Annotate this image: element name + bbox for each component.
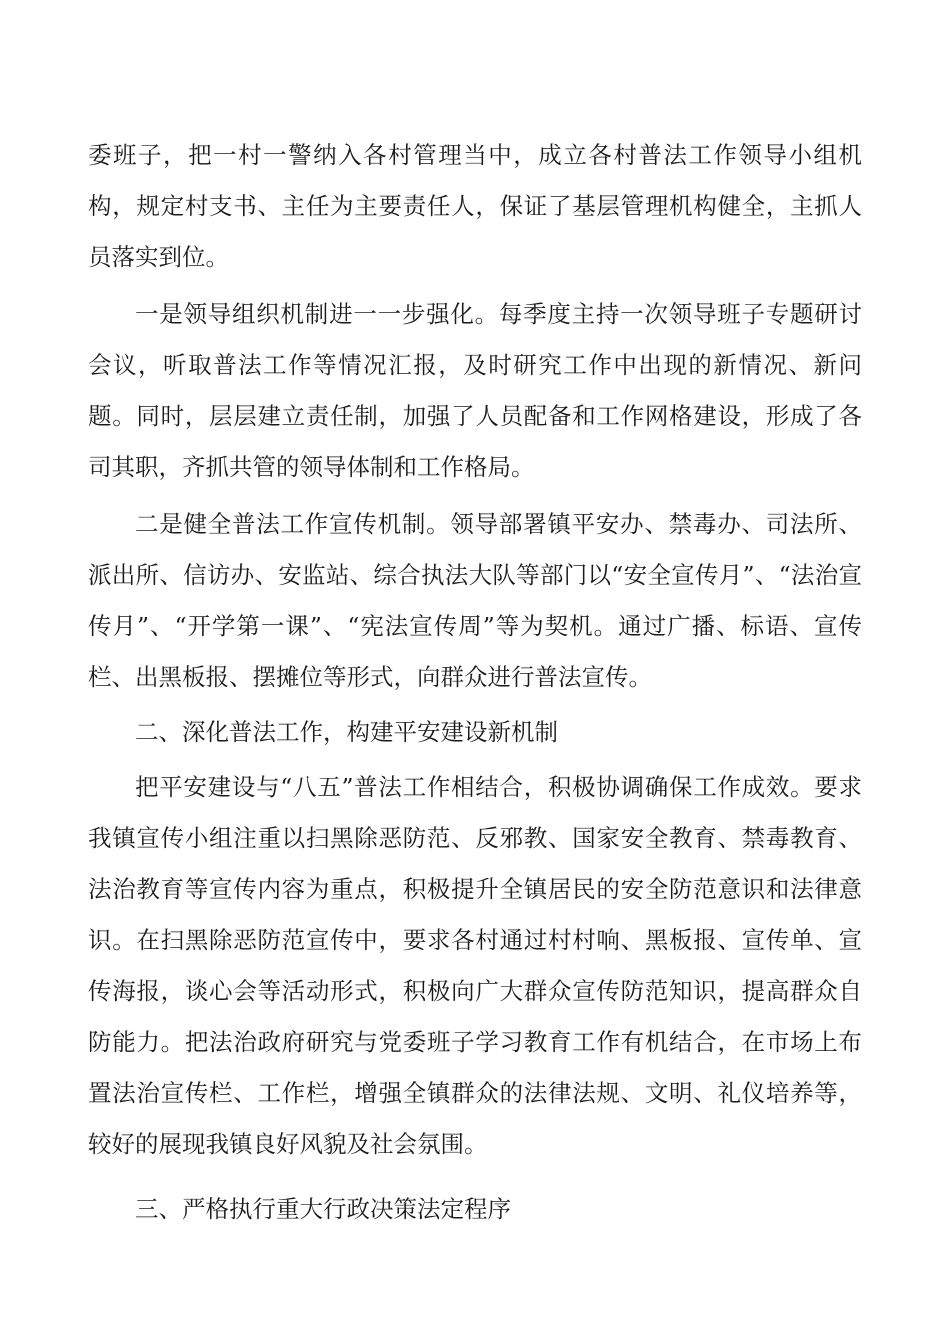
document-body bbox=[88, 130, 862, 1235]
paragraph-publicity-mechanism: 二是健全普法工作宣传机制。领导部署镇平安办、禁毒办、司法所、派出所、信访办、安监站、综合执法大队等部门以“安全宣传月”、“法治宣传月”、“开学第一课”、“宪法宣传周”等为契机。通过广播、标语、宣传栏、出黑板报、摆摊位等形式，向群众进行普法宣传。 bbox=[88, 510, 862, 691]
paragraph-safety-construction: 把平安建设与“八五”普法工作相结合，积极协调确保工作成效。要求我镇宣传小组注重以扫黑除恶防范、反邪教、国家安全教育、禁毒教育、法治教育等宣传内容为重点，积极提升全镇居民的安全防范意识和法律意识。在扫黑除恶防范宣传中，要求各村通过村村响、黑板报、宣传单、宣传海报，谈心会等活动形式，积极向广大群众宣传防范知识，提高群众自防能力。把法治政府研究与党委班子学习教育工作有机结合，在市场上布置法治宣传栏、工作栏，增强全镇群众的法律法规、文明、礼仪培养等，较好的展现我镇良好风貌及社会氛围。 bbox=[88, 773, 862, 1158]
paragraph-continuation: 委班子，把一村一警纳入各村管理当中，成立各村普法工作领导小组机构，规定村支书、主任为主要责任人，保证了基层管理机构健全，主抓人员落实到位。 bbox=[88, 141, 862, 271]
paragraph-leadership-mechanism: 一是领导组织机制进一一步强化。每季度主持一次领导班子专题研讨会议，听取普法工作等情况汇报，及时研究工作中出现的新情况、新问题。同时，层层建立责任制，加强了人员配备和工作网格建设，形成了各司其职，齐抓共管的领导体制和工作格局。 bbox=[88, 300, 862, 481]
section-heading-2: 二、深化普法工作，构建平安建设新机制 bbox=[135, 718, 558, 746]
section-heading-3: 三、严格执行重大行政决策法定程序 bbox=[135, 1195, 511, 1223]
